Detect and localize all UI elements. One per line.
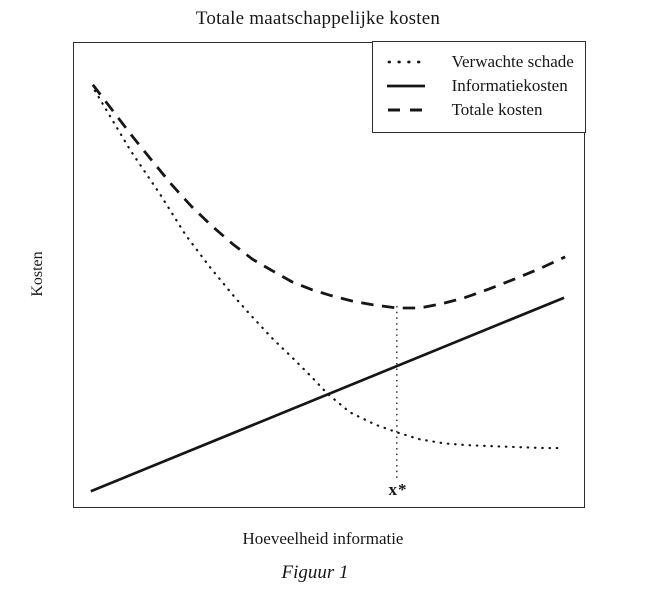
x-axis-label: Hoeveelheid informatie: [242, 529, 404, 548]
legend-item-verwachte-schade: [373, 50, 585, 74]
legend-item-informatiekosten: [373, 74, 585, 98]
figure-caption: Figuur 1: [281, 562, 349, 583]
legend-label: Informatiekosten: [451, 76, 568, 96]
figure-title: Totale maatschappelijke kosten: [195, 8, 441, 29]
legend-label: Verwachte schade: [451, 52, 574, 72]
dashed-line-icon: [386, 106, 426, 114]
legend: [372, 41, 586, 133]
dotted-line-icon: [386, 58, 426, 66]
optimum-x-label: x*: [388, 480, 408, 499]
plot-area: [73, 42, 585, 508]
curve-solid: [91, 298, 564, 492]
legend-item-totale-kosten: [373, 98, 585, 122]
legend-label: Totale kosten: [451, 100, 543, 120]
y-axis-label: Kosten: [29, 251, 46, 297]
solid-line-icon: [386, 82, 426, 90]
